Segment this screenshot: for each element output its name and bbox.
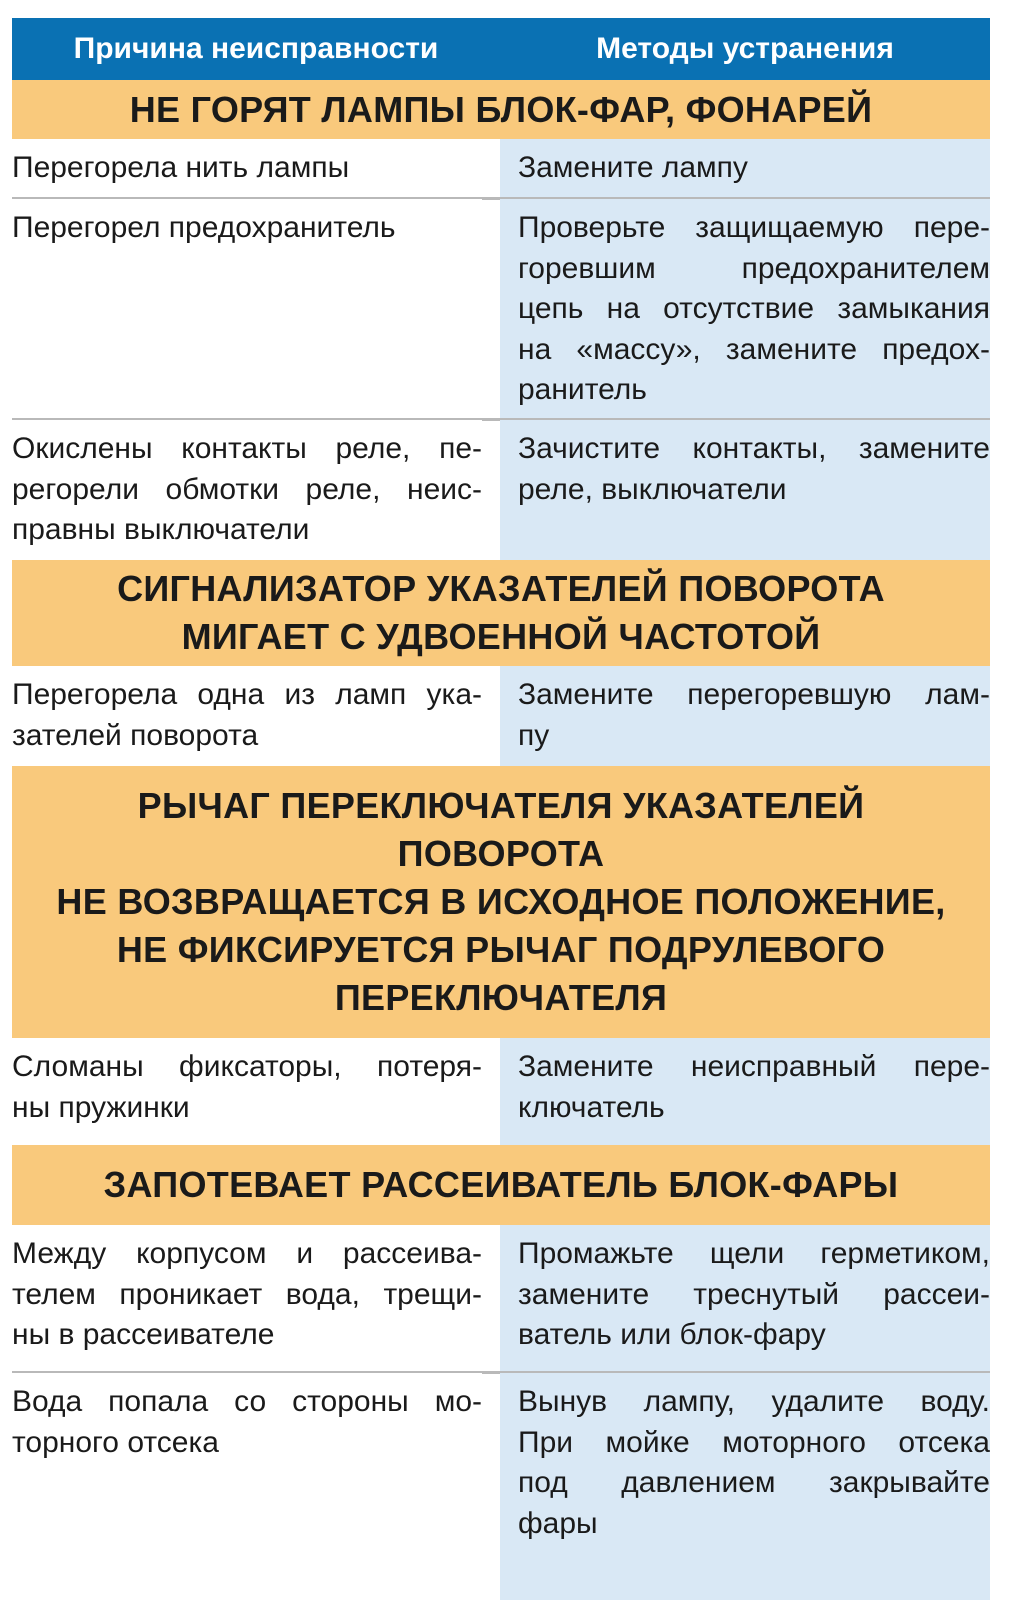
cause-cell [12,1038,482,1145]
text-line: ны пружинки [12,1090,190,1124]
text-line: на «массу», замените предох- [518,332,990,366]
text-line: Окислены контакты реле, пе- [12,432,482,465]
text-line: ватель или блок-фару [518,1318,826,1351]
fix-cell [500,139,990,199]
text-line: правны выключатели [12,513,310,546]
text-line: Вода попала со стороны мо- [12,1385,482,1418]
section-title [12,560,990,666]
text-line: пу [518,718,550,752]
text-line: фары [518,1506,598,1540]
table-row [12,420,990,560]
text-line: цепь на отсутствие замыкания [518,292,990,325]
table-row [12,139,990,199]
table-row [12,1225,990,1373]
text-line: реле, выключатели [518,472,787,506]
fix-cell [500,1373,990,1600]
table-row [12,1038,990,1145]
cause-cell [12,139,482,199]
fix-cell [500,666,990,766]
text-line: торного отсека [12,1425,219,1459]
cause-cell [12,199,482,420]
text-line: Перегорел предохранитель [12,211,396,244]
cause-cell [12,1225,482,1373]
section-title-line: РЫЧАГ ПЕРЕКЛЮЧАТЕЛЯ УКАЗАТЕЛЕЙ [137,785,865,826]
header-cause: Причина неисправности [12,18,500,80]
text-line: под давлением закрывайте [518,1466,990,1499]
text-line: ны в рассеивателе [12,1318,275,1351]
cause-cell [12,420,482,560]
text-line: Замените лампу [518,151,748,184]
fix-cell [500,1038,990,1145]
text-line: При мойке моторного отсека [518,1425,990,1459]
text-line: Зачистите контакты, замените [518,432,990,465]
text-line: регорели обмотки реле, неис- [12,472,482,506]
text-line: замените треснутый рассеи- [518,1277,990,1311]
table-row [12,199,990,420]
text-line: Промажьте щели герметиком, [518,1237,990,1270]
header-fix: Методы устранения [500,18,990,80]
text-line: Замените неисправный пере- [518,1050,990,1083]
fix-cell [500,1225,990,1373]
text-line: Между корпусом и рассеива- [12,1237,482,1270]
text-line: зателей поворота [12,718,259,752]
text-line: Перегорела нить лампы [12,151,350,184]
text-line: Сломаны фиксаторы, потеря- [12,1050,482,1083]
text-line: Проверьте защищаемую пере- [518,211,990,244]
table-row [12,1373,990,1600]
section-title-line: ЗАПОТЕВАЕТ РАССЕИВАТЕЛЬ БЛОК-ФАРЫ [103,1164,899,1205]
section-title-line: МИГАЕТ С УДВОЕННОЙ ЧАСТОТОЙ [181,616,821,657]
table-row [12,666,990,766]
text-line: Перегорела одна из ламп ука- [12,678,482,711]
text-line: горевшим предохранителем [518,251,990,285]
fix-cell [500,420,990,560]
section-title-line: НЕ ГОРЯТ ЛАМПЫ БЛОК-ФАР, ФОНАРЕЙ [129,88,873,130]
text-line: Вынув лампу, удалите воду. [518,1385,990,1418]
cause-cell [12,1373,482,1600]
text-line: ранитель [518,373,647,406]
section-title-line: НЕ ВОЗВРАЩАЕТСЯ В ИСХОДНОЕ ПОЛОЖЕНИЕ, [56,881,946,922]
section-title-line: НЕ ФИКСИРУЕТСЯ РЫЧАГ ПОДРУЛЕВОГО [116,929,886,970]
section-title [12,80,990,139]
section-title-line: ПОВОРОТА [397,833,605,874]
section-title-line: СИГНАЛИЗАТОР УКАЗАТЕЛЕЙ ПОВОРОТА [117,568,885,609]
cause-cell [12,666,482,766]
text-line: ключатель [518,1090,665,1124]
fix-cell [500,199,990,420]
text-line: телем проникает вода, трещи- [12,1277,482,1311]
text-line: Замените перегоревшую лам- [518,678,990,711]
section-title-line: ПЕРЕКЛЮЧАТЕЛЯ [334,977,668,1018]
section-title [12,1145,990,1225]
section-title [12,766,990,1038]
